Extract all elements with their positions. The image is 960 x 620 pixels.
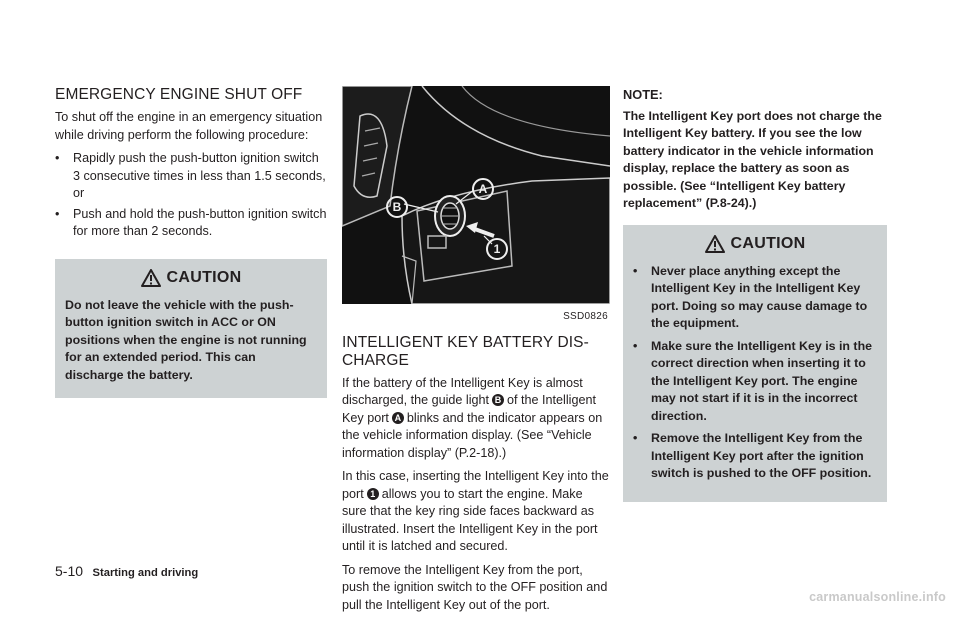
caution-header: [65, 269, 317, 287]
caution-item-text: Make sure the Intelligent Key is in the correct direction when inserting it to the Intelligent Key port. The engine may not start if it is in the incorrect direction.: [651, 338, 873, 423]
caution-header: [633, 235, 877, 253]
note-text: The Intelligent Key port does not charge the Intelligent Key battery. If you see the low battery indicator in the vehicle information display, replace the battery as soon as possible. (See “Intelligent Key battery replacement” (P.8-24).): [623, 108, 882, 210]
bullet-text: Rapidly push the push-button ignition switch 3 consecutive times in less than 1.5 seconds, or: [73, 151, 326, 200]
caution-box: [623, 225, 887, 502]
list-item: • Rapidly push the push-button ignition switch 3 consecutive times in less than 1.5 seconds, or: [55, 150, 327, 203]
ref-b-icon: B: [492, 394, 504, 406]
note-title: NOTE:: [623, 87, 663, 102]
paragraph: In this case, inserting the Intelligent Key into the port 1 allows you to start the engine. Make sure that the key ring side faces backward as illustrated. Insert the Intelligent Key in the port until it is latched and secured.: [342, 469, 609, 553]
list-item: • Remove the Intelligent Key from the Intelligent Key port after the ignition switch is pushed to the OFF position.: [633, 430, 877, 483]
caution-item-text: Never place anything except the Intelligent Key in the Intelligent Key port. Doing so may cause damage to the equipment.: [651, 263, 868, 330]
page-footer: [55, 563, 198, 579]
ref-a-icon: A: [392, 412, 404, 424]
column-middle: [342, 86, 610, 620]
caution-label: CAUTION: [730, 234, 806, 252]
figure-code: SSD0826: [563, 311, 608, 322]
warning-triangle-icon: [141, 269, 161, 287]
figure-label-a: A: [472, 178, 494, 200]
page-number: 5-10: [55, 563, 84, 579]
list-item: • Never place anything except the Intelligent Key in the Intelligent Key port. Doing so may cause damage to the equipment.: [633, 263, 877, 333]
ref-1-icon: 1: [367, 488, 379, 500]
figure-label-b: B: [386, 196, 408, 218]
bullet-text: Push and hold the push-button ignition switch for more than 2 seconds.: [73, 206, 327, 238]
paragraph: To remove the Intelligent Key from the port, push the ignition switch to the OFF position and pull the Intelligent Key out of the port.: [342, 562, 608, 612]
list-item: • Make sure the Intelligent Key is in the correct direction when inserting it to the Intelligent Key port. The engine may not start if it is in the incorrect direction.: [633, 338, 877, 426]
caution-text: Do not leave the vehicle with the push-button ignition switch in ACC or ON positions when the engine is not running for an extended period. This can discharge the battery.: [65, 297, 307, 382]
watermark: carmanualsonline.info: [809, 590, 946, 604]
section-heading-key-battery: INTELLIGENT KEY BATTERY DIS-CHARGE: [342, 333, 589, 369]
section-heading-emergency-shutoff: EMERGENCY ENGINE SHUT OFF: [55, 86, 303, 103]
intro-text: To shut off the engine in an emergency situation while driving perform the following procedure:: [55, 110, 323, 142]
warning-triangle-icon: [705, 235, 725, 253]
section-title: Starting and driving: [92, 567, 199, 579]
column-right: [623, 86, 887, 502]
caution-label: CAUTION: [166, 268, 242, 286]
caution-item-text: Remove the Intelligent Key from the Intelligent Key port after the ignition switch is pushed to the OFF position.: [651, 431, 872, 480]
figure-label-1: 1: [486, 238, 508, 260]
column-left: [55, 86, 327, 398]
list-item: • Push and hold the push-button ignition switch for more than 2 seconds.: [55, 206, 327, 241]
caution-box: [55, 259, 327, 399]
intelligent-key-port-illustration: [342, 86, 610, 304]
paragraph: If the battery of the Intelligent Key is almost discharged, the guide light B of the Intelligent Key port A blinks and the indicator appears on the vehicle information display. (See “Vehicle information display” (P.2-18).): [342, 375, 603, 460]
